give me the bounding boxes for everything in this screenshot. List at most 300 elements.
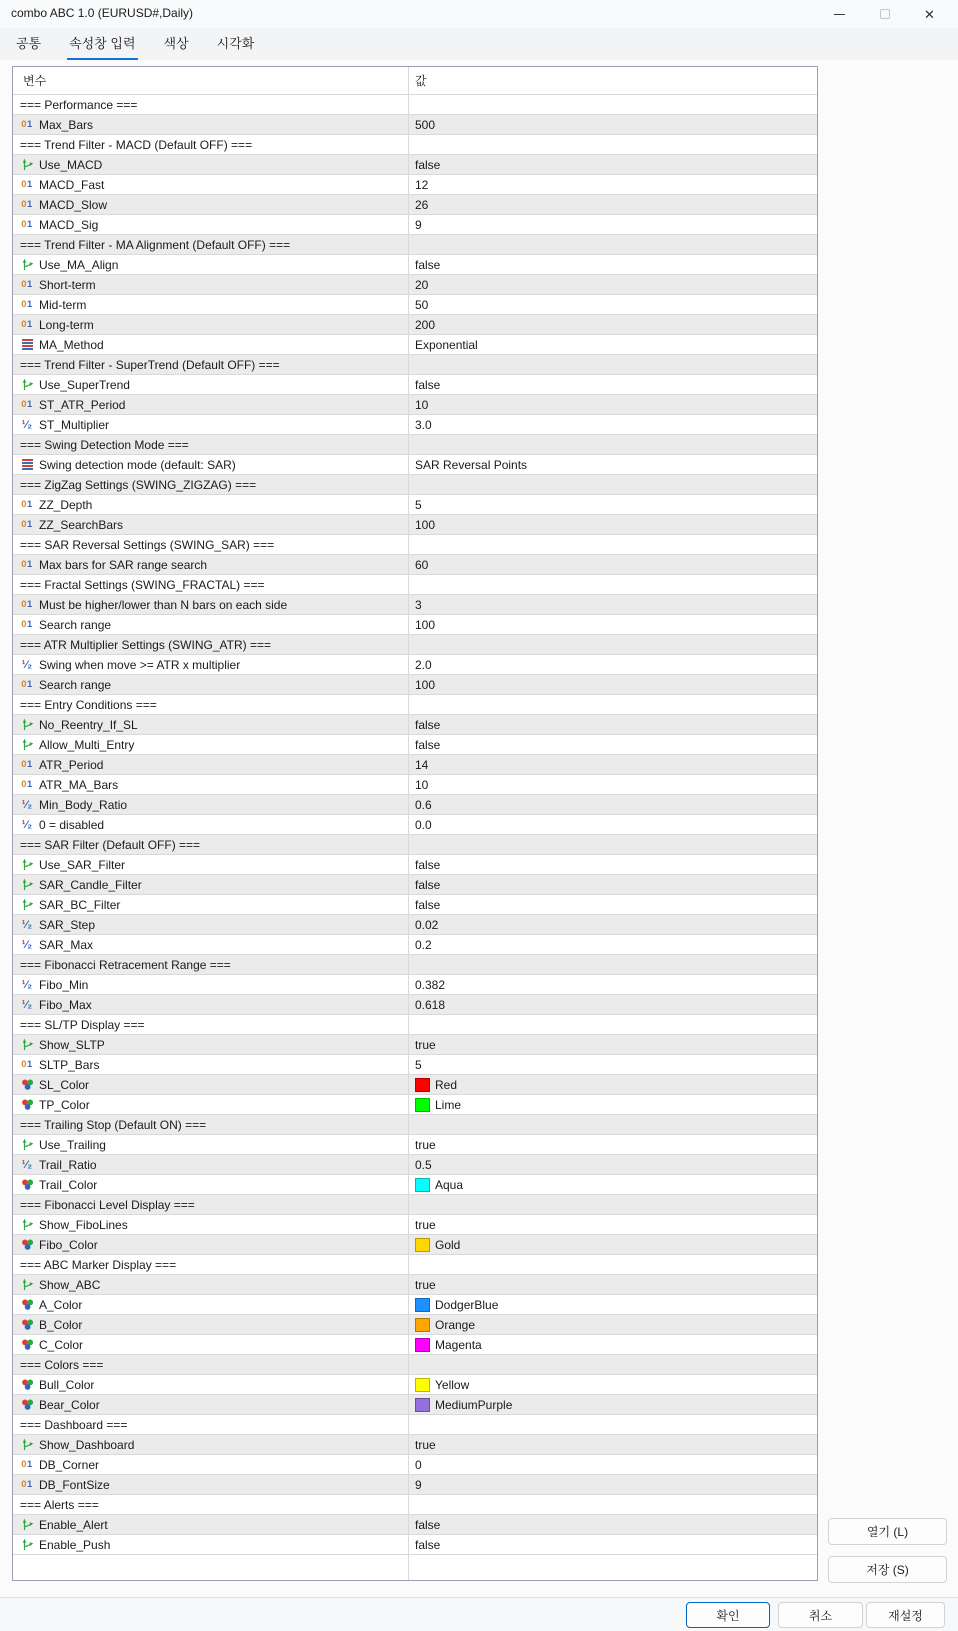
tab-visualization[interactable]: 시각화 [216, 36, 255, 51]
param-row[interactable] [13, 215, 817, 235]
param-value: 9 [415, 1477, 422, 1492]
variable-cell [13, 1215, 409, 1234]
variable-cell [13, 195, 409, 214]
value-cell[interactable] [409, 1515, 817, 1534]
param-name: Max_Bars [39, 117, 94, 132]
section-row [13, 1415, 817, 1435]
section-row [13, 95, 817, 115]
color-picker-icon [20, 1098, 34, 1111]
value-cell[interactable] [409, 615, 817, 634]
param-value: true [415, 1277, 436, 1292]
variable-cell [13, 495, 409, 514]
value-cell[interactable] [409, 375, 817, 394]
section-row [13, 1015, 817, 1035]
value-cell [409, 1255, 817, 1274]
window-title: combo ABC 1.0 (EURUSD#,Daily) [11, 6, 194, 20]
param-row[interactable] [13, 1315, 817, 1335]
color-swatch [415, 1298, 430, 1312]
section-title: === ATR Multiplier Settings (SWING_ATR) === [20, 637, 271, 652]
param-name: Search range [39, 677, 112, 692]
param-name: DB_FontSize [39, 1477, 110, 1492]
color-swatch [415, 1338, 430, 1352]
value-cell[interactable] [409, 775, 817, 794]
param-row[interactable] [13, 1335, 817, 1355]
param-value: Orange [435, 1317, 476, 1332]
param-name: Mid-term [39, 297, 87, 312]
color-picker-icon [20, 1318, 34, 1331]
value-cell[interactable] [409, 895, 817, 914]
variable-cell [13, 1035, 409, 1054]
param-name: Show_SLTP [39, 1037, 105, 1052]
param-row[interactable] [13, 915, 817, 935]
variable-cell [13, 95, 409, 114]
section-row [13, 575, 817, 595]
param-name: Fibo_Max [39, 997, 92, 1012]
value-cell[interactable] [409, 1375, 817, 1394]
tab-common[interactable]: 공통 [16, 36, 42, 51]
param-name: TP_Color [39, 1097, 90, 1112]
section-title: === Swing Detection Mode === [20, 437, 189, 452]
integer-icon: 01 [21, 299, 33, 310]
param-row[interactable] [13, 1535, 817, 1555]
variable-cell [13, 255, 409, 274]
variable-cell [13, 215, 409, 234]
value-cell[interactable] [409, 975, 817, 994]
param-row[interactable] [13, 715, 817, 735]
value-cell [409, 1115, 817, 1134]
value-cell[interactable] [409, 1435, 817, 1454]
param-value: 0.382 [415, 977, 446, 992]
section-title: === ZigZag Settings (SWING_ZIGZAG) === [20, 477, 257, 492]
param-row[interactable] [13, 1275, 817, 1295]
value-cell[interactable] [409, 735, 817, 754]
variable-cell [13, 1175, 409, 1194]
param-row[interactable] [13, 995, 817, 1015]
value-cell [409, 1355, 817, 1374]
variable-cell [13, 955, 409, 974]
variable-cell [13, 1475, 409, 1494]
value-cell[interactable] [409, 1095, 817, 1114]
variable-cell [13, 1155, 409, 1174]
param-row[interactable] [13, 1295, 817, 1315]
variable-cell [13, 595, 409, 614]
param-row[interactable] [13, 795, 817, 815]
value-cell [409, 95, 817, 114]
param-value: 0.5 [415, 1157, 432, 1172]
value-cell[interactable] [409, 1475, 817, 1494]
param-row[interactable] [13, 1215, 817, 1235]
value-cell[interactable] [409, 495, 817, 514]
param-row[interactable] [13, 875, 817, 895]
variable-cell [13, 355, 409, 374]
param-row[interactable] [13, 1155, 817, 1175]
boolean-branch-icon [20, 718, 34, 731]
value-cell[interactable] [409, 1215, 817, 1234]
param-value: Red [435, 1077, 458, 1092]
value-cell[interactable] [409, 1235, 817, 1254]
value-cell[interactable] [409, 315, 817, 334]
param-row[interactable] [13, 1455, 817, 1475]
param-row[interactable] [13, 1435, 817, 1455]
param-row[interactable] [13, 335, 817, 355]
param-value: 0 [415, 1457, 422, 1472]
variable-cell [13, 1455, 409, 1474]
value-cell[interactable] [409, 875, 817, 894]
param-value: false [415, 877, 441, 892]
value-cell[interactable] [409, 1135, 817, 1154]
section-row [13, 1115, 817, 1135]
param-row[interactable] [13, 895, 817, 915]
variable-cell [13, 1535, 409, 1554]
integer-icon: 01 [21, 519, 33, 530]
param-name: Swing when move >= ATR x multiplier [39, 657, 241, 672]
param-value: 26 [415, 197, 429, 212]
value-cell [409, 135, 817, 154]
color-picker-icon [20, 1338, 34, 1351]
double-fraction-icon: ¹⁄₂ [21, 1158, 33, 1171]
param-name: Short-term [39, 277, 96, 292]
param-row[interactable] [13, 755, 817, 775]
param-row[interactable] [13, 815, 817, 835]
variable-cell [13, 275, 409, 294]
double-fraction-icon: ¹⁄₂ [21, 418, 33, 431]
param-name: ST_ATR_Period [39, 397, 126, 412]
section-row [13, 835, 817, 855]
value-cell[interactable] [409, 715, 817, 734]
boolean-branch-icon [20, 898, 34, 911]
variable-cell [13, 415, 409, 434]
value-cell[interactable] [409, 1155, 817, 1174]
param-value: Magenta [435, 1337, 482, 1352]
parameters-table [12, 66, 818, 1581]
param-row[interactable] [13, 775, 817, 795]
section-title: === Fibonacci Level Display === [20, 1197, 195, 1212]
param-name: C_Color [39, 1337, 84, 1352]
variable-cell [13, 1435, 409, 1454]
param-row[interactable] [13, 615, 817, 635]
variable-cell [13, 1295, 409, 1314]
value-cell [409, 355, 817, 374]
boolean-branch-icon [20, 1218, 34, 1231]
section-title: === Fractal Settings (SWING_FRACTAL) === [20, 577, 265, 592]
param-row[interactable] [13, 295, 817, 315]
param-row[interactable] [13, 115, 817, 135]
boolean-branch-icon [20, 1518, 34, 1531]
variable-cell [13, 1235, 409, 1254]
minimize-button[interactable] [817, 0, 862, 28]
variable-cell [13, 1515, 409, 1534]
param-value: false [415, 717, 441, 732]
value-cell[interactable] [409, 1535, 817, 1554]
window-controls [817, 0, 952, 28]
color-swatch [415, 1098, 430, 1112]
param-name: MACD_Fast [39, 177, 105, 192]
param-row[interactable] [13, 1515, 817, 1535]
boolean-branch-icon [20, 1138, 34, 1151]
param-name: Swing detection mode (default: SAR) [39, 457, 236, 472]
section-title: === Entry Conditions === [20, 697, 157, 712]
param-value: false [415, 257, 441, 272]
double-fraction-icon: ¹⁄₂ [21, 818, 33, 831]
value-cell [409, 1495, 817, 1514]
integer-icon: 01 [21, 779, 33, 790]
param-name: Use_MA_Align [39, 257, 119, 272]
integer-icon: 01 [21, 319, 33, 330]
param-row[interactable] [13, 1175, 817, 1195]
param-row[interactable] [13, 1475, 817, 1495]
value-cell[interactable] [409, 795, 817, 814]
param-row[interactable] [13, 455, 817, 475]
param-row[interactable] [13, 735, 817, 755]
value-cell [409, 475, 817, 494]
value-cell[interactable] [409, 255, 817, 274]
value-cell [409, 955, 817, 974]
color-picker-icon [20, 1078, 34, 1091]
variable-cell [13, 315, 409, 334]
param-value: 60 [415, 557, 429, 572]
value-cell[interactable] [409, 1295, 817, 1314]
save-button[interactable]: 저장 (S) [828, 1556, 947, 1583]
close-icon: ✕ [924, 6, 935, 22]
param-value: 10 [415, 397, 429, 412]
value-cell[interactable] [409, 275, 817, 294]
variable-cell [13, 975, 409, 994]
value-cell[interactable] [409, 1455, 817, 1474]
value-cell[interactable] [409, 1335, 817, 1354]
param-row[interactable] [13, 415, 817, 435]
value-cell[interactable] [409, 415, 817, 434]
value-cell [409, 1195, 817, 1214]
double-fraction-icon: ¹⁄₂ [21, 658, 33, 671]
boolean-branch-icon [20, 378, 34, 391]
param-row[interactable] [13, 595, 817, 615]
boolean-branch-icon [20, 1278, 34, 1291]
param-row[interactable] [13, 555, 817, 575]
reset-button[interactable]: 재설정 [866, 1602, 945, 1628]
param-row[interactable] [13, 195, 817, 215]
variable-cell [13, 155, 409, 174]
param-name: Use_SAR_Filter [39, 857, 126, 872]
variable-cell [13, 935, 409, 954]
variable-cell [13, 1055, 409, 1074]
value-cell[interactable] [409, 815, 817, 834]
param-value: true [415, 1217, 436, 1232]
cancel-button[interactable]: 취소 [778, 1602, 863, 1628]
variable-column-header: 변수 [13, 67, 409, 94]
variable-cell [13, 715, 409, 734]
table-header [13, 67, 817, 95]
value-cell[interactable] [409, 995, 817, 1014]
param-value: 0.2 [415, 937, 432, 952]
integer-icon: 01 [21, 199, 33, 210]
param-name: Bear_Color [39, 1397, 100, 1412]
value-cell[interactable] [409, 115, 817, 134]
variable-cell [13, 1395, 409, 1414]
minimize-icon [834, 14, 845, 15]
param-name: SLTP_Bars [39, 1057, 100, 1072]
param-row[interactable] [13, 655, 817, 675]
variable-cell [13, 1415, 409, 1434]
boolean-branch-icon [20, 1438, 34, 1451]
integer-icon: 01 [21, 279, 33, 290]
boolean-branch-icon [20, 1538, 34, 1551]
param-value: 200 [415, 317, 436, 332]
section-title: === Trend Filter - MACD (Default OFF) === [20, 137, 253, 152]
variable-cell [13, 1335, 409, 1354]
param-row[interactable] [13, 1075, 817, 1095]
section-row [13, 535, 817, 555]
color-picker-icon [20, 1238, 34, 1251]
integer-icon: 01 [21, 1459, 33, 1470]
param-name: Use_Trailing [39, 1137, 106, 1152]
param-row[interactable] [13, 495, 817, 515]
value-cell[interactable] [409, 935, 817, 954]
param-value: 0.618 [415, 997, 446, 1012]
param-row[interactable] [13, 1235, 817, 1255]
param-value: 50 [415, 297, 429, 312]
double-fraction-icon: ¹⁄₂ [21, 978, 33, 991]
integer-icon: 01 [21, 1479, 33, 1490]
value-cell[interactable] [409, 595, 817, 614]
param-value: true [415, 1437, 436, 1452]
value-cell[interactable] [409, 1275, 817, 1294]
variable-cell [13, 995, 409, 1014]
param-row[interactable] [13, 255, 817, 275]
value-cell[interactable] [409, 1035, 817, 1054]
section-title: === Performance === [20, 97, 138, 112]
param-value: false [415, 737, 441, 752]
param-name: MACD_Slow [39, 197, 108, 212]
param-name: B_Color [39, 1317, 83, 1332]
param-row[interactable] [13, 1055, 817, 1075]
integer-icon: 01 [21, 1059, 33, 1070]
param-value: false [415, 157, 441, 172]
param-row[interactable] [13, 515, 817, 535]
param-name: Enable_Alert [39, 1517, 108, 1532]
value-cell[interactable] [409, 295, 817, 314]
param-name: ATR_Period [39, 757, 104, 772]
integer-icon: 01 [21, 619, 33, 630]
value-cell[interactable] [409, 555, 817, 574]
param-row[interactable] [13, 1095, 817, 1115]
param-value: 100 [415, 617, 436, 632]
param-table-body [13, 95, 817, 1580]
value-cell[interactable] [409, 455, 817, 474]
integer-icon: 01 [21, 219, 33, 230]
section-row [13, 355, 817, 375]
variable-cell [13, 1075, 409, 1094]
ok-button[interactable]: 확인 [686, 1602, 770, 1628]
value-cell[interactable] [409, 915, 817, 934]
value-cell[interactable] [409, 675, 817, 694]
variable-cell [13, 655, 409, 674]
tab-inputs[interactable]: 속성창 입력 [67, 33, 137, 60]
variable-cell [13, 575, 409, 594]
param-value: false [415, 377, 441, 392]
param-value: 5 [415, 1057, 422, 1072]
value-cell[interactable] [409, 195, 817, 214]
boolean-branch-icon [20, 258, 34, 271]
title-bar [0, 0, 958, 28]
value-cell[interactable] [409, 515, 817, 534]
param-row[interactable] [13, 315, 817, 335]
section-row [13, 955, 817, 975]
value-cell[interactable] [409, 855, 817, 874]
variable-cell [13, 895, 409, 914]
maximize-button[interactable] [862, 0, 907, 28]
section-title: === SAR Filter (Default OFF) === [20, 837, 201, 852]
value-cell[interactable] [409, 1075, 817, 1094]
param-row[interactable] [13, 855, 817, 875]
param-row[interactable] [13, 175, 817, 195]
param-value: 5 [415, 497, 422, 512]
param-value: MediumPurple [435, 1397, 513, 1412]
section-title: === Fibonacci Retracement Range === [20, 957, 231, 972]
param-value: 3 [415, 597, 422, 612]
param-row[interactable] [13, 275, 817, 295]
value-cell[interactable] [409, 215, 817, 234]
value-cell[interactable] [409, 335, 817, 354]
param-value: false [415, 1517, 441, 1532]
param-row[interactable] [13, 155, 817, 175]
param-value: 14 [415, 757, 429, 772]
param-row[interactable] [13, 1135, 817, 1155]
section-row [13, 1195, 817, 1215]
variable-cell [13, 1195, 409, 1214]
value-cell[interactable] [409, 395, 817, 414]
tab-colors[interactable]: 색상 [163, 36, 189, 51]
param-row[interactable] [13, 1035, 817, 1055]
param-row[interactable] [13, 1395, 817, 1415]
enum-list-icon [20, 339, 34, 350]
param-name: ZZ_Depth [39, 497, 93, 512]
variable-cell [13, 1095, 409, 1114]
param-row[interactable] [13, 935, 817, 955]
param-value: false [415, 897, 441, 912]
load-button[interactable]: 열기 (L) [828, 1518, 947, 1545]
param-row[interactable] [13, 375, 817, 395]
value-cell [409, 695, 817, 714]
param-name: MA_Method [39, 337, 104, 352]
boolean-branch-icon [20, 1038, 34, 1051]
param-row[interactable] [13, 395, 817, 415]
value-cell[interactable] [409, 175, 817, 194]
section-title: === ABC Marker Display === [20, 1257, 177, 1272]
close-button[interactable] [907, 0, 952, 28]
value-cell[interactable] [409, 1055, 817, 1074]
double-fraction-icon: ¹⁄₂ [21, 998, 33, 1011]
param-name: Min_Body_Ratio [39, 797, 128, 812]
tab-bar [0, 28, 958, 60]
param-value: false [415, 857, 441, 872]
value-cell[interactable] [409, 155, 817, 174]
value-cell[interactable] [409, 755, 817, 774]
value-cell [409, 1555, 817, 1580]
value-cell[interactable] [409, 1395, 817, 1414]
value-cell[interactable] [409, 1175, 817, 1194]
param-name: Enable_Push [39, 1537, 111, 1552]
variable-cell [13, 1355, 409, 1374]
value-cell[interactable] [409, 655, 817, 674]
value-cell[interactable] [409, 1315, 817, 1334]
param-row[interactable] [13, 975, 817, 995]
param-row[interactable] [13, 675, 817, 695]
boolean-branch-icon [20, 858, 34, 871]
param-value: 12 [415, 177, 429, 192]
variable-cell [13, 695, 409, 714]
section-row [13, 435, 817, 455]
param-row[interactable] [13, 1375, 817, 1395]
